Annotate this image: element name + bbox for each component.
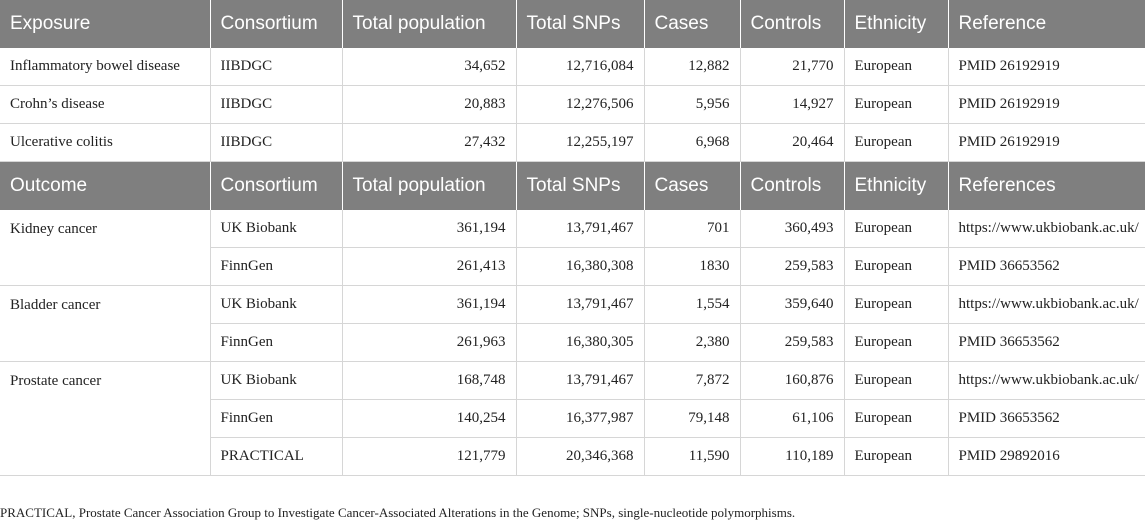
outcome-row-bladder-ukb: [0, 286, 1145, 324]
reference-link[interactable]: https://www.ukbiobank.ac.uk/: [948, 286, 1145, 324]
controls-cell: 259,583: [740, 248, 844, 286]
controls-cell: 160,876: [740, 362, 844, 400]
header-cell-cases: Cases: [644, 162, 740, 211]
header-cell-consortium: Consortium: [210, 0, 342, 48]
controls-cell: 20,464: [740, 124, 844, 162]
consortium-cell: FinnGen: [210, 400, 342, 438]
ethnicity-cell: European: [844, 48, 948, 86]
consortium-cell: IIBDGC: [210, 86, 342, 124]
cases-cell: 12,882: [644, 48, 740, 86]
total-snps-cell: 12,276,506: [516, 86, 644, 124]
header-cell-cases: Cases: [644, 0, 740, 48]
outcome-name: Bladder cancer: [0, 286, 210, 362]
ethnicity-cell: European: [844, 324, 948, 362]
outcome-name: Prostate cancer: [0, 362, 210, 476]
reference-cell: PMID 29892016: [948, 438, 1145, 476]
outcome-row-kidney-ukb: [0, 210, 1145, 248]
header-cell-ethnicity: Ethnicity: [844, 162, 948, 211]
reference-cell: PMID 26192919: [948, 48, 1145, 86]
header-cell-reference: Reference: [948, 0, 1145, 48]
ethnicity-cell: European: [844, 286, 948, 324]
total-population-cell: 361,194: [342, 210, 516, 248]
total-population-cell: 168,748: [342, 362, 516, 400]
outcome-header-row: [0, 162, 1145, 211]
controls-cell: 61,106: [740, 400, 844, 438]
total-snps-cell: 13,791,467: [516, 286, 644, 324]
consortium-cell: UK Biobank: [210, 286, 342, 324]
header-cell-consortium: Consortium: [210, 162, 342, 211]
total-population-cell: 121,779: [342, 438, 516, 476]
total-snps-cell: 12,716,084: [516, 48, 644, 86]
header-cell-exposure: Exposure: [0, 0, 210, 48]
header-cell-outcome: Outcome: [0, 162, 210, 211]
exposure-row-uc: [0, 124, 1145, 162]
consortium-cell: UK Biobank: [210, 210, 342, 248]
total-snps-cell: 13,791,467: [516, 210, 644, 248]
cases-cell: 1,554: [644, 286, 740, 324]
total-snps-cell: 16,380,308: [516, 248, 644, 286]
total-population-cell: 34,652: [342, 48, 516, 86]
ethnicity-cell: European: [844, 362, 948, 400]
cases-cell: 6,968: [644, 124, 740, 162]
total-population-cell: 261,413: [342, 248, 516, 286]
cases-cell: 701: [644, 210, 740, 248]
total-population-cell: 27,432: [342, 124, 516, 162]
total-snps-cell: 20,346,368: [516, 438, 644, 476]
ethnicity-cell: European: [844, 210, 948, 248]
controls-cell: 359,640: [740, 286, 844, 324]
total-snps-cell: 16,377,987: [516, 400, 644, 438]
exposure-name: Inflammatory bowel disease: [0, 48, 210, 86]
header-cell-total-population: Total population: [342, 162, 516, 211]
ethnicity-cell: European: [844, 438, 948, 476]
exposure-row-ibd: [0, 48, 1145, 86]
consortium-cell: FinnGen: [210, 248, 342, 286]
header-cell-references: References: [948, 162, 1145, 211]
header-cell-total-snps: Total SNPs: [516, 0, 644, 48]
controls-cell: 360,493: [740, 210, 844, 248]
reference-cell: PMID 36653562: [948, 400, 1145, 438]
outcome-name: Kidney cancer: [0, 210, 210, 286]
consortium-cell: PRACTICAL: [210, 438, 342, 476]
exposure-header-row: [0, 0, 1145, 48]
cases-cell: 5,956: [644, 86, 740, 124]
header-cell-total-population: Total population: [342, 0, 516, 48]
consortium-cell: UK Biobank: [210, 362, 342, 400]
controls-cell: 259,583: [740, 324, 844, 362]
total-snps-cell: 12,255,197: [516, 124, 644, 162]
total-population-cell: 140,254: [342, 400, 516, 438]
cases-cell: 11,590: [644, 438, 740, 476]
controls-cell: 14,927: [740, 86, 844, 124]
consortium-cell: FinnGen: [210, 324, 342, 362]
controls-cell: 21,770: [740, 48, 844, 86]
total-snps-cell: 13,791,467: [516, 362, 644, 400]
header-cell-ethnicity: Ethnicity: [844, 0, 948, 48]
ethnicity-cell: European: [844, 124, 948, 162]
table-footnote: PRACTICAL, Prostate Cancer Association Group to Investigate Cancer-Associated Alterations in the Genome; SNPs, single-nucleotide polymorphisms.: [0, 505, 796, 520]
cases-cell: 79,148: [644, 400, 740, 438]
consortium-cell: IIBDGC: [210, 48, 342, 86]
reference-cell: PMID 36653562: [948, 248, 1145, 286]
exposure-name: Ulcerative colitis: [0, 124, 210, 162]
ethnicity-cell: European: [844, 248, 948, 286]
total-snps-cell: 16,380,305: [516, 324, 644, 362]
reference-cell: PMID 36653562: [948, 324, 1145, 362]
outcome-row-prostate-ukb: [0, 362, 1145, 400]
ethnicity-cell: European: [844, 86, 948, 124]
exposure-row-crohns: [0, 86, 1145, 124]
consortium-cell: IIBDGC: [210, 124, 342, 162]
ethnicity-cell: European: [844, 400, 948, 438]
cases-cell: 7,872: [644, 362, 740, 400]
reference-link[interactable]: https://www.ukbiobank.ac.uk/: [948, 210, 1145, 248]
cases-cell: 1830: [644, 248, 740, 286]
controls-cell: 110,189: [740, 438, 844, 476]
total-population-cell: 20,883: [342, 86, 516, 124]
total-population-cell: 361,194: [342, 286, 516, 324]
reference-cell: PMID 26192919: [948, 86, 1145, 124]
header-cell-controls: Controls: [740, 0, 844, 48]
header-cell-controls: Controls: [740, 162, 844, 211]
total-population-cell: 261,963: [342, 324, 516, 362]
header-cell-total-snps: Total SNPs: [516, 162, 644, 211]
cases-cell: 2,380: [644, 324, 740, 362]
reference-link[interactable]: https://www.ukbiobank.ac.uk/: [948, 362, 1145, 400]
reference-cell: PMID 26192919: [948, 124, 1145, 162]
exposure-name: Crohn’s disease: [0, 86, 210, 124]
